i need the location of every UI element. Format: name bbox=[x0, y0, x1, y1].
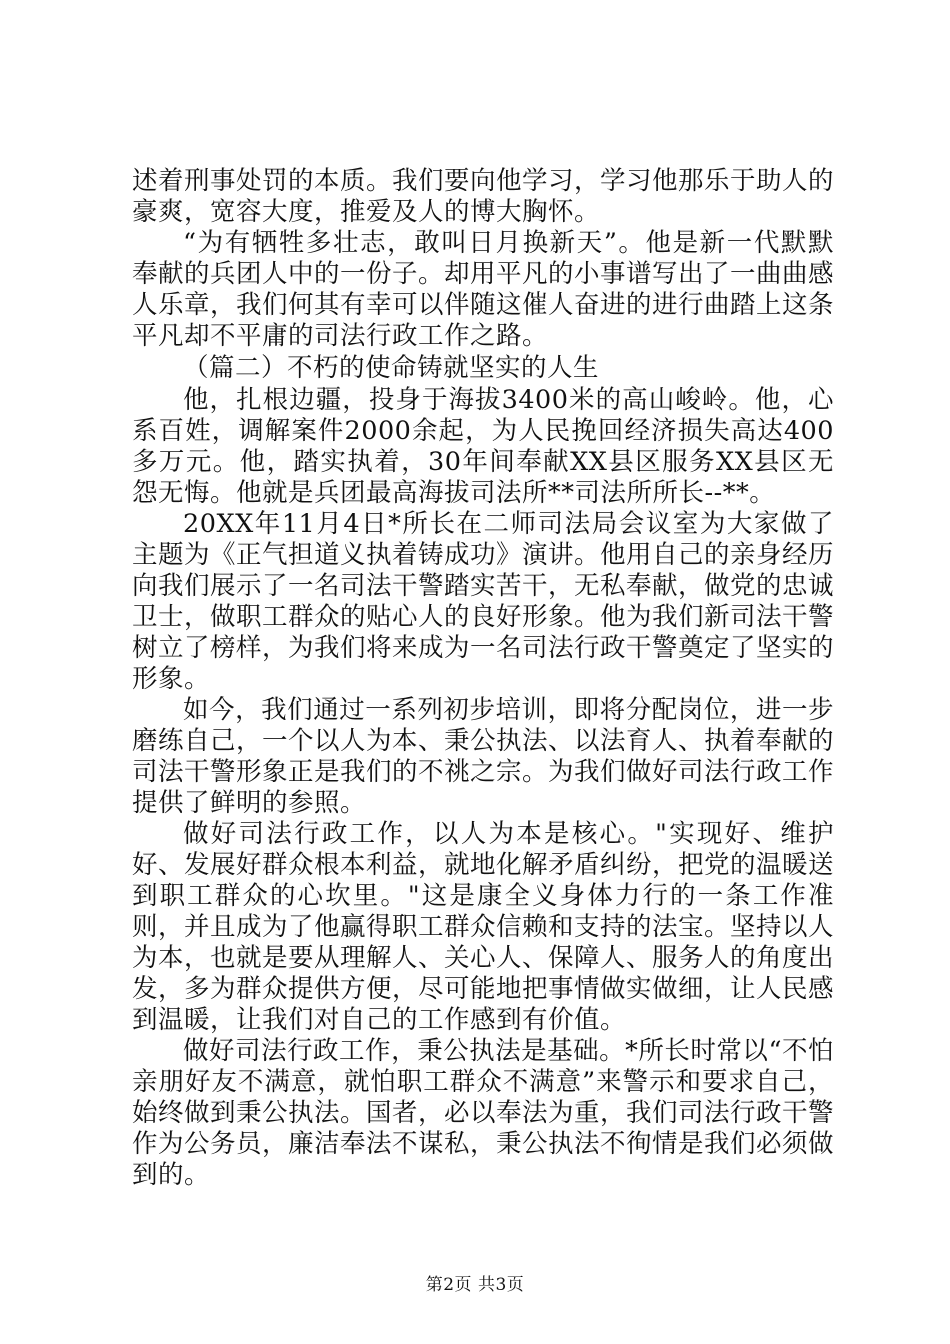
paragraph-4: 20XX年11月4日*所长在二师司法局会议室为大家做了主题为《正气担道义执着铸成功》演讲。他用自己的亲身经历向我们展示了一名司法干警踏实苦干，无私奉献，做党的忠诚卫士，做职工群众的贴心人的良好形象。他为我们新司法干警树立了榜样，为我们将来成为一名司法行政干警奠定了坚实的形象。 bbox=[132, 509, 835, 694]
paragraph-2: “为有牺牲多壮志，敢叫日月换新天”。他是新一代默默奉献的兵团人中的一份子。却用平凡的小事谱写出了一曲曲感人乐章，我们何其有幸可以伴随这催人奋进的进行曲踏上这条平凡却不平庸的司法行政工作之路。 bbox=[132, 228, 835, 351]
paragraph-6: 做好司法行政工作，以人为本是核心。"实现好、维护好、发展好群众根本利益，就地化解矛盾纠纷，把党的温暖送到职工群众的心坎里。"这是康全义身体力行的一条工作准则，并且成为了他赢得职工群众信赖和支持的法宝。坚持以人为本，也就是要从理解人、关心人、保障人、服务人的角度出发，多为群众提供方便，尽可能地把事情做实做细，让人民感到温暖，让我们对自己的工作感到有价值。 bbox=[132, 819, 835, 1035]
paragraph-5: 如今，我们通过一系列初步培训，即将分配岗位，进一步磨练自己，一个以人为本、秉公执法、以法育人、执着奉献的司法干警形象正是我们的不祧之宗。为我们做好司法行政工作提供了鲜明的参照。 bbox=[132, 695, 835, 818]
paragraph-1: 述着刑事处罚的本质。我们要向他学习，学习他那乐于助人的豪爽，宽容大度，推爱及人的博大胸怀。 bbox=[132, 166, 835, 227]
document-body bbox=[132, 166, 834, 1191]
section-heading: （篇二）不朽的使命铸就坚实的人生 bbox=[183, 353, 600, 383]
page-number-footer: 第2页 共3页 bbox=[425, 1275, 525, 1295]
paragraph-3: 他，扎根边疆，投身于海拔3400米的高山峻岭。他，心系百姓，调解案件2000余起，为人民挽回经济损失高达400多万元。他，踏实执着，30年间奉献XX县区服务XX县区无怨无悔。他就是兵团最高海拔司法所**司法所所长--**。 bbox=[132, 385, 834, 508]
paragraph-7: 做好司法行政工作，秉公执法是基础。*所长时常以“不怕亲朋好友不满意，就怕职工群众不满意”来警示和要求自己，始终做到秉公执法。国者，必以奉法为重，我们司法行政干警作为公务员，廉洁奉法不谋私，秉公执法不徇情是我们必须做到的。 bbox=[132, 1036, 835, 1190]
